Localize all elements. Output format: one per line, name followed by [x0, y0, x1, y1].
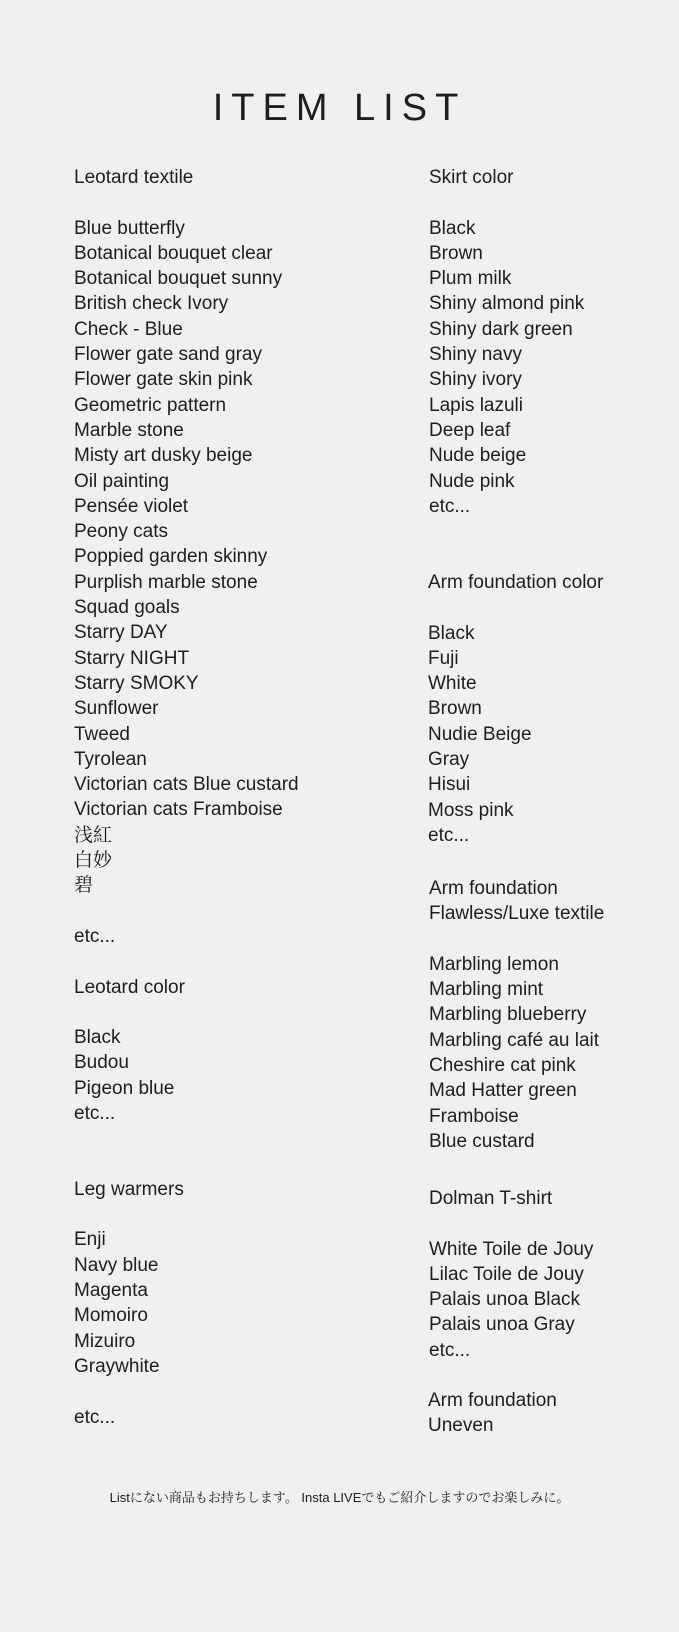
list-item: White Toile de Jouy — [429, 1238, 594, 1260]
section-heading: Arm foundation color — [428, 572, 604, 593]
list-item: Mizuiro — [74, 1330, 136, 1352]
list-item: Flower gate sand gray — [74, 344, 262, 366]
list-item: Geometric pattern — [74, 394, 227, 416]
list-item: Check - Blue — [74, 318, 183, 340]
list-item: 浅紅 — [74, 824, 113, 846]
list-item: Brown — [428, 698, 482, 720]
list-item: Framboise — [429, 1105, 519, 1127]
list-item: Starry SMOKY — [74, 672, 199, 694]
leg-warmers-section — [74, 1177, 374, 1430]
list-item: Nude pink — [429, 470, 515, 492]
etc-label: etc... — [428, 824, 470, 846]
list-item: Botanical bouquet clear — [74, 242, 273, 264]
leotard-textile-section — [74, 165, 374, 949]
list-item: Sunflower — [74, 698, 159, 720]
list-item: Tweed — [74, 723, 130, 745]
list-item: Tyrolean — [74, 748, 147, 770]
list-item: Starry NIGHT — [74, 647, 190, 669]
list-item: Blue custard — [429, 1130, 535, 1152]
list-item: Victorian cats Blue custard — [74, 774, 299, 796]
footer-note: Listにない商品もお持ちします。 Insta LIVEでもご紹介しますのでお楽しみに。 — [109, 1490, 570, 1505]
leotard-color-section — [74, 975, 374, 1127]
item-list — [428, 621, 678, 823]
etc-label: etc... — [74, 1102, 116, 1124]
list-item: Botanical bouquet sunny — [74, 268, 283, 290]
list-item: Peony cats — [74, 521, 168, 543]
list-item: Deep leaf — [429, 419, 511, 441]
arm-foundation-color-section — [428, 570, 678, 848]
list-item: Black — [429, 217, 476, 239]
list-item: Starry DAY — [74, 622, 168, 644]
list-item: Momoiro — [74, 1305, 148, 1327]
list-item: Nude beige — [429, 445, 527, 467]
list-item: Marbling mint — [429, 979, 544, 1001]
list-item: Plum milk — [429, 268, 512, 290]
list-item: Gray — [428, 749, 470, 771]
list-item: Cheshire cat pink — [429, 1055, 576, 1077]
list-item: Shiny dark green — [429, 318, 573, 340]
list-item: Flower gate skin pink — [74, 369, 253, 391]
list-item: Shiny almond pink — [429, 293, 585, 315]
list-item: Graywhite — [74, 1355, 160, 1377]
list-item: Marbling lemon — [429, 953, 559, 975]
list-item: Magenta — [74, 1280, 148, 1302]
list-item: Oil painting — [74, 470, 170, 492]
list-item: Victorian cats Framboise — [74, 799, 283, 821]
list-item: Black — [428, 622, 475, 644]
section-heading-sub: Flawless/Luxe textile — [429, 903, 605, 925]
section-heading-sub: Uneven — [428, 1415, 494, 1437]
section-heading: Leotard color — [74, 976, 185, 998]
list-item: Lapis lazuli — [429, 394, 523, 416]
etc-label: etc... — [74, 1406, 116, 1428]
item-list — [429, 952, 679, 1154]
list-item: Pensée violet — [74, 495, 189, 517]
list-item: Marbling blueberry — [429, 1004, 587, 1026]
list-item: Navy blue — [74, 1254, 159, 1276]
list-item: Hisui — [428, 774, 471, 796]
list-item: 白妙 — [74, 850, 113, 872]
item-list — [74, 1025, 374, 1101]
list-item: Purplish marble stone — [74, 571, 258, 593]
list-item: Palais unoa Black — [429, 1289, 581, 1311]
item-list — [74, 1227, 374, 1379]
list-item: Shiny navy — [429, 344, 522, 366]
list-item: 碧 — [74, 875, 94, 897]
item-list — [74, 216, 374, 899]
arm-foundation-uneven-section — [428, 1388, 678, 1439]
page-title: ITEM LIST — [212, 87, 467, 129]
list-item: Fuji — [428, 647, 459, 669]
item-list — [429, 216, 679, 494]
list-item: Moss pink — [428, 799, 514, 821]
list-item: Marbling café au lait — [429, 1029, 600, 1051]
section-heading: Leotard textile — [74, 167, 194, 188]
dolman-tshirt-section — [429, 1186, 679, 1363]
left-column — [74, 165, 374, 1430]
list-item: Mad Hatter green — [429, 1080, 577, 1102]
list-item: Lilac Toile de Jouy — [429, 1263, 584, 1285]
list-item: Pigeon blue — [74, 1077, 175, 1099]
section-heading: Leg warmers — [74, 1178, 184, 1200]
list-item: Black — [74, 1027, 121, 1049]
list-item: Squad goals — [74, 597, 180, 619]
list-item: Enji — [74, 1229, 106, 1251]
list-item: Blue butterfly — [74, 217, 185, 239]
arm-foundation-flawless-section — [429, 876, 679, 1154]
section-heading: Dolman T-shirt — [429, 1188, 553, 1209]
section-heading: Arm foundation — [429, 878, 558, 899]
list-item: Brown — [429, 242, 483, 264]
section-heading: Arm foundation — [428, 1390, 557, 1411]
etc-label: etc... — [429, 1339, 471, 1361]
list-item: White — [428, 673, 477, 695]
list-item: Budou — [74, 1052, 129, 1074]
item-list — [429, 1237, 679, 1338]
list-item: Palais unoa Gray — [429, 1314, 575, 1336]
list-item: Nudie Beige — [428, 723, 532, 745]
list-item: Marble stone — [74, 419, 184, 441]
section-heading: Skirt color — [429, 167, 514, 188]
skirt-color-section — [429, 165, 679, 519]
etc-label: etc... — [74, 925, 116, 947]
list-item: Poppied garden skinny — [74, 546, 268, 568]
etc-label: etc... — [429, 495, 471, 517]
list-item: Shiny ivory — [429, 369, 522, 391]
list-item: British check Ivory — [74, 293, 229, 315]
list-item: Misty art dusky beige — [74, 445, 253, 467]
